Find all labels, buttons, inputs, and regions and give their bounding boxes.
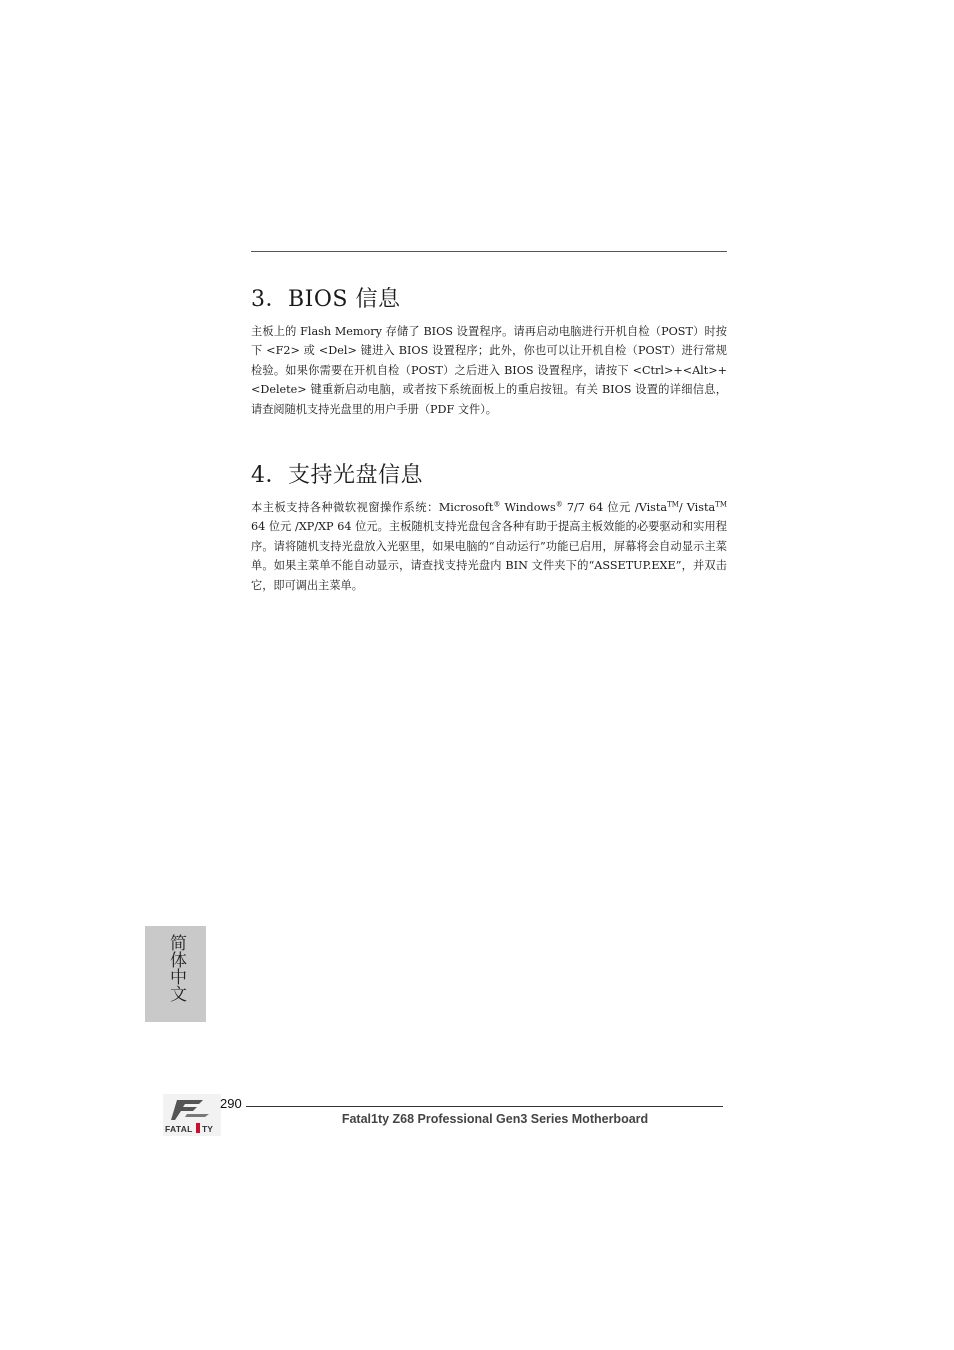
trademark-mark: TM (715, 500, 727, 509)
fatal1ty-logo (163, 1094, 221, 1136)
registered-mark: ® (555, 500, 563, 509)
language-side-tab (145, 926, 206, 1022)
fatal1ty-logo-graphic (163, 1094, 221, 1136)
section-heading-support-cd: 4．支持光盘信息 (251, 463, 423, 488)
text-run: 7/7 64 位元 /Vista (562, 501, 668, 514)
top-divider (251, 251, 727, 252)
page-number: 290 (220, 1096, 242, 1111)
svg-text:FATAL: FATAL (165, 1124, 193, 1134)
text-run: 64 位元 /XP/XP 64 位元。主板随机支持光盘包含各种有助于提高主板效能的必要驱动和实用程序。请将随机支持光盘放入光驱里，如果电脑的“自动运行”功能已启用，屏幕将会自动显示主菜单。如果主菜单不能自动显示，请查找支持光盘内 BIN 文件夹下的“ASSETUP.EXE”，并双击它，即可调出主菜单。 (251, 520, 727, 592)
bios-paragraph: 主板上的 Flash Memory 存储了 BIOS 设置程序。请再启动电脑进行开机自检（POST）时按下 <F2> 或 <Del> 键进入 BIOS 设置程序；此外，你也可以让开机自检（POST）进行常规检验。如果你需要在开机自检（POST）之后进入 BIOS 设置程序，请按下 <Ctrl>+<Alt>+<Delete> 键重新启动电脑，或者按下系统面板上的重启按钮。有关 BIOS 设置的详细信息，请查阅随机支持光盘里的用户手册（PDF 文件）。 (251, 325, 727, 416)
text-run: Windows (500, 501, 556, 514)
text-run: 本主板支持各种微软视窗操作系统：Microsoft (251, 501, 494, 514)
registered-mark: ® (493, 500, 501, 509)
trademark-mark: TM (667, 500, 679, 509)
section-bios-info (251, 286, 727, 419)
text-run: / Vista (678, 501, 716, 514)
language-tab-label: 简体中文 (166, 934, 186, 1002)
support-cd-paragraph (251, 498, 727, 595)
svg-text:TY: TY (202, 1124, 213, 1134)
section-support-cd-info (251, 462, 727, 595)
footer-divider (246, 1106, 723, 1107)
section-heading-bios: 3．BIOS 信息 (251, 287, 401, 312)
footer-product-title: Fatal1ty Z68 Professional Gen3 Series Motherboard (341, 1112, 649, 1126)
